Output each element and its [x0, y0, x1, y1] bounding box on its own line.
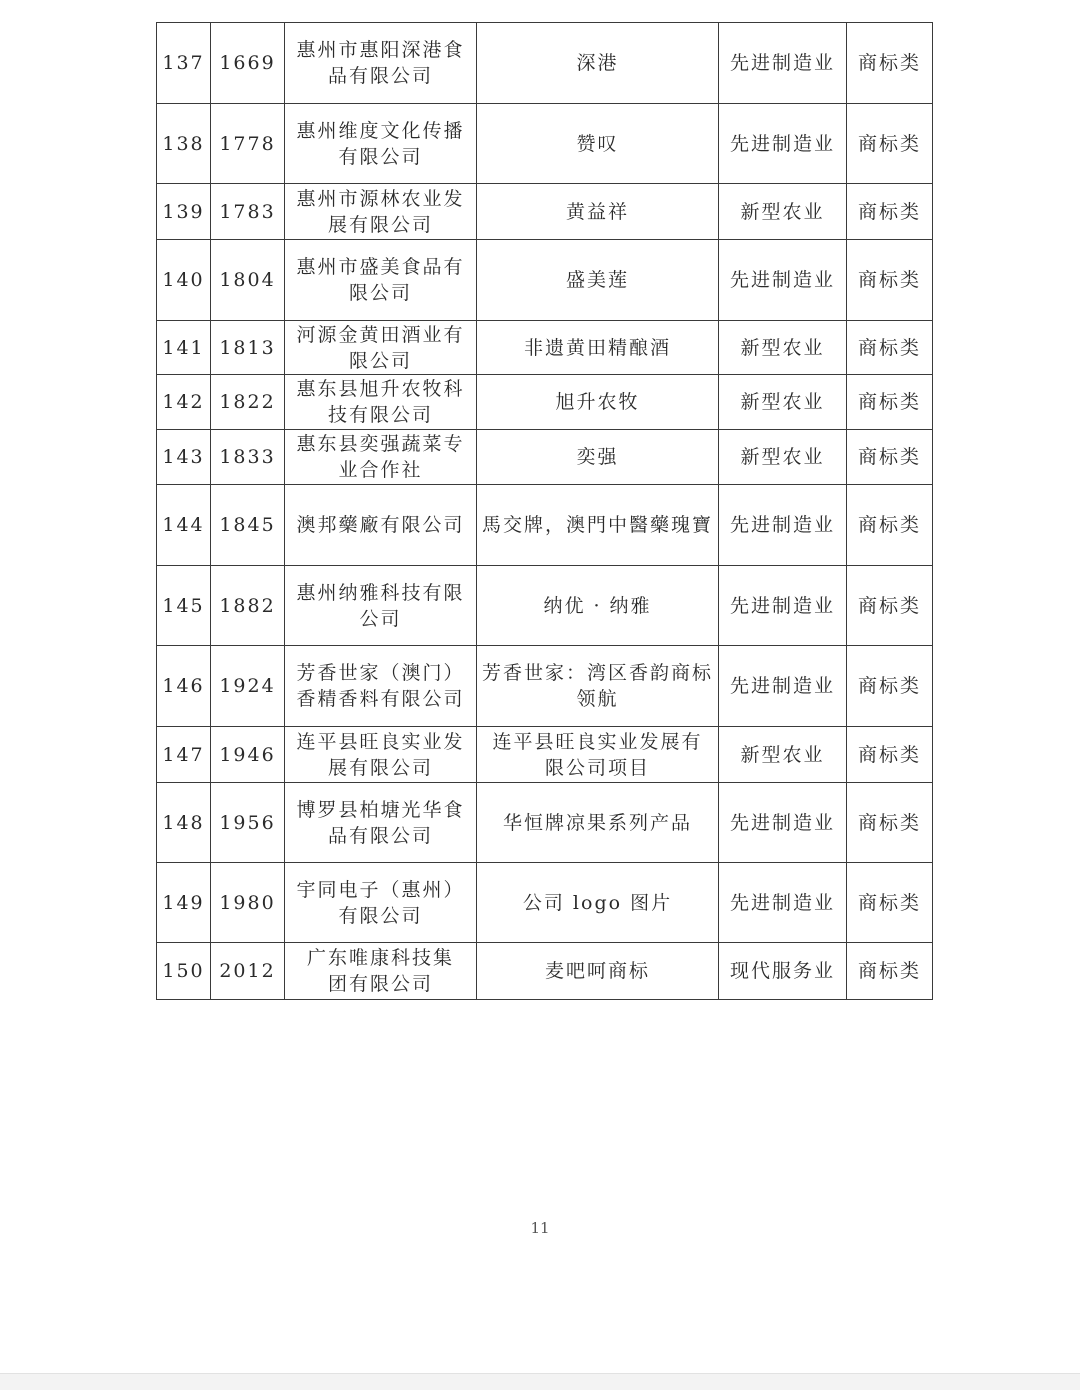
row-company-cell — [285, 184, 477, 240]
row-company-cell-text: 展有限公司 — [327, 213, 433, 236]
row-sector-cell-text: 新型农业 — [740, 200, 825, 223]
row-sequence-cell-text: 139 — [162, 200, 205, 223]
row-sector-cell-text: 现代服务业 — [729, 960, 835, 982]
page-number: 11 — [530, 1219, 550, 1237]
row-project-cell-text: 盛美莲 — [565, 269, 629, 291]
row-category-cell — [847, 430, 933, 485]
row-sector-cell — [719, 104, 847, 184]
row-category-cell-text: 商标类 — [857, 336, 921, 359]
row-category-cell-text: 商标类 — [857, 52, 921, 74]
row-project-cell-text: 公司 logo 图片 — [522, 891, 673, 914]
row-category-cell — [847, 23, 933, 104]
table-body — [157, 23, 933, 1000]
row-project-cell-text: 旭升农牧 — [555, 391, 640, 413]
row-company-cell — [285, 321, 477, 375]
row-company-cell-text: 业合作社 — [338, 459, 423, 481]
row-application-id-cell-text: 1813 — [219, 336, 276, 359]
row-company-cell-text: 博罗县柏塘光华食 — [296, 798, 465, 821]
row-company-cell-text: 惠州市盛美食品有 — [296, 256, 465, 278]
row-category-cell — [847, 240, 933, 321]
row-sequence-cell — [157, 943, 211, 1000]
row-sector-cell-text: 新型农业 — [740, 391, 825, 413]
row-project-cell-text: 馬交牌，澳門中醫藥瑰寶 — [481, 514, 713, 536]
row-project-cell — [477, 104, 719, 184]
row-project-cell-text: 芳香世家：湾区香韵商标 — [481, 662, 713, 684]
row-company-cell-text: 连平县旺良实业发 — [296, 730, 465, 753]
row-company-cell — [285, 240, 477, 321]
row-company-cell — [285, 23, 477, 104]
row-category-cell — [847, 375, 933, 430]
row-company-cell-text: 团有限公司 — [327, 973, 433, 995]
row-sequence-cell — [157, 104, 211, 184]
row-company-cell — [285, 783, 477, 863]
row-sequence-cell-text: 138 — [162, 132, 205, 155]
row-project-cell — [477, 430, 719, 485]
row-sequence-cell-text: 145 — [162, 594, 205, 617]
row-sequence-cell — [157, 646, 211, 727]
row-sequence-cell — [157, 566, 211, 646]
row-company-cell-text: 限公司 — [348, 349, 412, 372]
row-application-id-cell-text: 1882 — [219, 594, 276, 617]
row-category-cell-text: 商标类 — [857, 514, 921, 536]
row-sequence-cell — [157, 485, 211, 566]
row-application-id-cell-text: 1804 — [219, 269, 276, 291]
row-sequence-cell-text: 143 — [162, 446, 205, 468]
table-row — [157, 23, 933, 104]
row-company-cell-text: 香精香料有限公司 — [296, 688, 465, 710]
row-sector-cell-text: 先进制造业 — [729, 269, 835, 291]
row-sector-cell — [719, 184, 847, 240]
award-list-table — [156, 22, 933, 1000]
row-project-cell — [477, 646, 719, 727]
row-project-cell-text: 黄益祥 — [565, 200, 629, 223]
row-project-cell — [477, 240, 719, 321]
row-project-cell-text: 麦吧呵商标 — [544, 960, 650, 982]
row-application-id-cell-text: 1833 — [219, 446, 276, 468]
row-application-id-cell — [211, 375, 285, 430]
table-row — [157, 184, 933, 240]
row-application-id-cell — [211, 240, 285, 321]
row-sector-cell-text: 新型农业 — [740, 446, 825, 468]
row-sector-cell-text: 新型农业 — [740, 743, 825, 766]
row-category-cell — [847, 485, 933, 566]
row-application-id-cell-text: 1980 — [219, 891, 276, 914]
row-sequence-cell-text: 142 — [162, 391, 205, 413]
row-sequence-cell — [157, 240, 211, 321]
row-application-id-cell-text: 1946 — [219, 743, 276, 766]
row-application-id-cell-text: 1822 — [219, 391, 276, 413]
row-application-id-cell — [211, 485, 285, 566]
table-row — [157, 566, 933, 646]
row-sector-cell-text: 先进制造业 — [729, 675, 835, 697]
row-sequence-cell-text: 148 — [162, 811, 205, 834]
row-sequence-cell-text: 140 — [162, 269, 205, 291]
row-sequence-cell-text: 144 — [162, 514, 205, 536]
row-company-cell — [285, 566, 477, 646]
row-project-cell-text: 纳优 · 纳雅 — [543, 594, 652, 617]
row-category-cell-text: 商标类 — [857, 891, 921, 914]
table-row — [157, 646, 933, 727]
row-company-cell-text: 品有限公司 — [327, 65, 433, 87]
row-company-cell — [285, 485, 477, 566]
row-company-cell-text: 惠东县奕强蔬菜专 — [296, 433, 465, 455]
table-row — [157, 943, 933, 1000]
row-sequence-cell — [157, 184, 211, 240]
row-category-cell — [847, 646, 933, 727]
row-company-cell-text: 展有限公司 — [327, 756, 433, 779]
row-project-cell — [477, 566, 719, 646]
row-company-cell-text: 惠州市惠阳深港食 — [296, 39, 465, 61]
row-category-cell-text: 商标类 — [857, 132, 921, 155]
row-sequence-cell-text: 149 — [162, 891, 205, 914]
row-category-cell — [847, 321, 933, 375]
table-row — [157, 783, 933, 863]
row-category-cell — [847, 943, 933, 1000]
row-sector-cell-text: 先进制造业 — [729, 52, 835, 74]
table-row — [157, 321, 933, 375]
row-application-id-cell-text: 1956 — [219, 811, 276, 834]
row-company-cell-text: 公司 — [359, 607, 402, 630]
table-row — [157, 375, 933, 430]
row-category-cell-text: 商标类 — [857, 960, 921, 982]
row-sector-cell — [719, 863, 847, 943]
row-category-cell-text: 商标类 — [857, 269, 921, 291]
row-sector-cell — [719, 646, 847, 727]
row-sector-cell — [719, 375, 847, 430]
row-application-id-cell — [211, 430, 285, 485]
row-sequence-cell-text: 150 — [162, 960, 205, 982]
row-project-cell — [477, 727, 719, 783]
row-application-id-cell-text: 1924 — [219, 675, 276, 697]
row-sector-cell — [719, 727, 847, 783]
row-category-cell — [847, 783, 933, 863]
row-application-id-cell-text: 1783 — [219, 200, 276, 223]
row-application-id-cell — [211, 727, 285, 783]
row-application-id-cell-text: 1778 — [219, 132, 276, 155]
row-category-cell-text: 商标类 — [857, 446, 921, 468]
row-project-cell — [477, 321, 719, 375]
row-category-cell — [847, 727, 933, 783]
row-application-id-cell — [211, 943, 285, 1000]
row-sector-cell-text: 先进制造业 — [729, 891, 835, 914]
row-company-cell-text: 技有限公司 — [327, 404, 433, 426]
row-application-id-cell-text: 2012 — [219, 960, 276, 982]
row-project-cell — [477, 23, 719, 104]
row-sequence-cell-text: 147 — [162, 743, 205, 766]
row-company-cell-text: 芳香世家（澳门） — [296, 662, 465, 684]
row-sequence-cell-text: 141 — [162, 336, 205, 359]
row-sequence-cell — [157, 430, 211, 485]
row-company-cell — [285, 430, 477, 485]
row-application-id-cell — [211, 646, 285, 727]
row-project-cell-text: 非遗黄田精酿酒 — [523, 336, 671, 359]
row-category-cell-text: 商标类 — [857, 743, 921, 766]
table-row — [157, 104, 933, 184]
row-project-cell — [477, 783, 719, 863]
row-company-cell-text: 惠州纳雅科技有限 — [296, 581, 465, 604]
table-row — [157, 430, 933, 485]
row-sector-cell — [719, 943, 847, 1000]
row-project-cell-text: 领航 — [576, 688, 619, 710]
row-application-id-cell — [211, 783, 285, 863]
row-company-cell — [285, 863, 477, 943]
row-category-cell — [847, 104, 933, 184]
row-project-cell-text: 限公司项目 — [544, 756, 650, 779]
row-company-cell-text: 有限公司 — [338, 145, 423, 168]
row-sequence-cell — [157, 783, 211, 863]
row-category-cell-text: 商标类 — [857, 594, 921, 617]
page-bottom-edge — [0, 1373, 1080, 1390]
row-application-id-cell — [211, 863, 285, 943]
row-project-cell — [477, 943, 719, 1000]
row-company-cell-text: 有限公司 — [338, 904, 423, 927]
row-company-cell-text: 河源金黄田酒业有 — [296, 323, 465, 346]
row-category-cell-text: 商标类 — [857, 811, 921, 834]
row-application-id-cell-text: 1669 — [219, 52, 276, 74]
row-category-cell-text: 商标类 — [857, 675, 921, 697]
row-sector-cell — [719, 783, 847, 863]
row-category-cell — [847, 566, 933, 646]
row-sector-cell — [719, 485, 847, 566]
row-project-cell — [477, 184, 719, 240]
row-application-id-cell — [211, 23, 285, 104]
table-row — [157, 863, 933, 943]
row-sector-cell — [719, 566, 847, 646]
row-company-cell-text: 宇同电子（惠州） — [296, 878, 465, 901]
row-sequence-cell-text: 146 — [162, 675, 205, 697]
row-sequence-cell-text: 137 — [162, 52, 205, 74]
table-row — [157, 240, 933, 321]
row-company-cell — [285, 104, 477, 184]
row-sequence-cell — [157, 321, 211, 375]
row-project-cell — [477, 485, 719, 566]
row-application-id-cell — [211, 104, 285, 184]
row-sector-cell — [719, 23, 847, 104]
row-project-cell-text: 深港 — [576, 52, 619, 74]
row-sector-cell-text: 先进制造业 — [729, 132, 835, 155]
row-company-cell-text: 广东唯康科技集 — [306, 947, 454, 969]
row-category-cell-text: 商标类 — [857, 391, 921, 413]
row-project-cell — [477, 375, 719, 430]
row-sector-cell-text: 先进制造业 — [729, 514, 835, 536]
row-sector-cell — [719, 321, 847, 375]
row-application-id-cell — [211, 184, 285, 240]
row-company-cell-text: 惠州维度文化传播 — [296, 119, 465, 142]
row-category-cell — [847, 863, 933, 943]
row-company-cell-text: 惠州市源林农业发 — [296, 187, 465, 210]
row-company-cell — [285, 727, 477, 783]
row-sequence-cell — [157, 863, 211, 943]
row-company-cell-text: 限公司 — [348, 282, 412, 304]
row-application-id-cell-text: 1845 — [219, 514, 276, 536]
row-category-cell-text: 商标类 — [857, 200, 921, 223]
row-sector-cell — [719, 430, 847, 485]
row-project-cell — [477, 863, 719, 943]
row-company-cell — [285, 375, 477, 430]
row-company-cell-text: 惠东县旭升农牧科 — [296, 378, 465, 400]
row-sector-cell-text: 先进制造业 — [729, 811, 835, 834]
row-company-cell — [285, 943, 477, 1000]
row-application-id-cell — [211, 321, 285, 375]
row-company-cell-text: 品有限公司 — [327, 824, 433, 847]
row-category-cell — [847, 184, 933, 240]
table-row — [157, 727, 933, 783]
row-sequence-cell — [157, 727, 211, 783]
row-company-cell — [285, 646, 477, 727]
row-sector-cell — [719, 240, 847, 321]
row-sequence-cell — [157, 375, 211, 430]
row-sector-cell-text: 先进制造业 — [729, 594, 835, 617]
row-project-cell-text: 奕强 — [576, 446, 619, 468]
row-application-id-cell — [211, 566, 285, 646]
row-company-cell-text: 澳邦藥廠有限公司 — [296, 514, 465, 536]
row-project-cell-text: 连平县旺良实业发展有 — [492, 730, 703, 753]
table-row — [157, 485, 933, 566]
row-project-cell-text: 华恒牌凉果系列产品 — [502, 811, 692, 834]
row-project-cell-text: 赞叹 — [576, 132, 619, 155]
row-sequence-cell — [157, 23, 211, 104]
row-sector-cell-text: 新型农业 — [740, 336, 825, 359]
